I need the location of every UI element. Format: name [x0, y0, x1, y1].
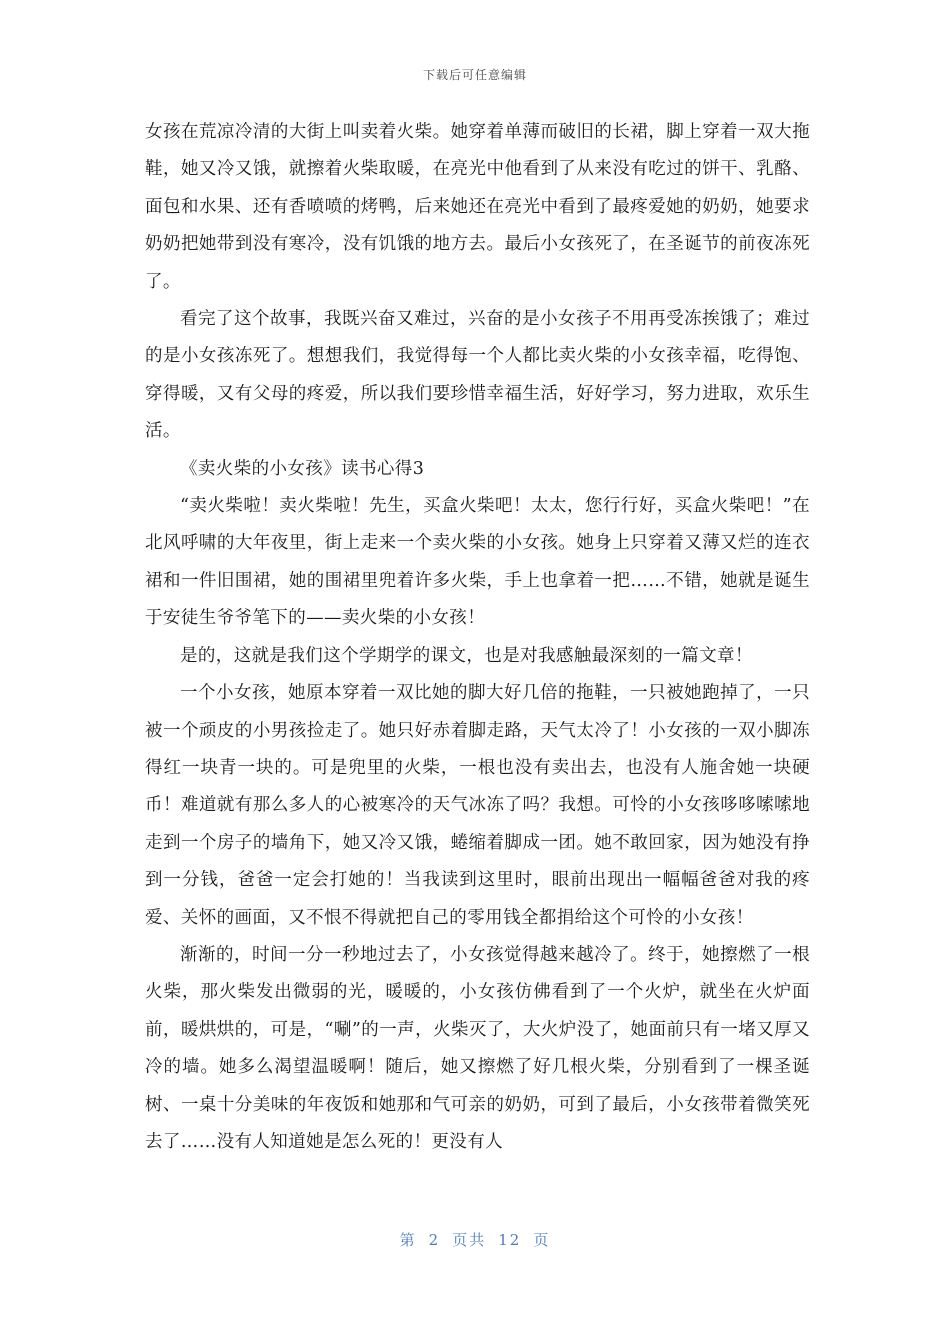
- footer-label-page: 第: [399, 1231, 417, 1249]
- footer-current-page: 2: [428, 1231, 441, 1249]
- paragraph-2: 看完了这个故事，我既兴奋又难过，兴奋的是小女孩子不用再受冻挨饿了；难过的是小女孩冻死了。想想我们，我觉得每一个人都比卖火柴的小女孩幸福，吃得饱、穿得暖，又有父母的疼爱，所以我们要珍惜幸福生活，好好学习，努力进取，欢乐生活。: [145, 309, 810, 442]
- footer-label-of: 页共: [452, 1231, 487, 1249]
- footer-total-pages: 12: [498, 1231, 522, 1249]
- paragraph-4: 是的，这就是我们这个学期学的课文，也是对我感触最深刻的一篇文章！: [180, 645, 753, 666]
- paragraph-1: 女孩在荒凉冷清的大街上叫卖着火柴。她穿着单薄而破旧的长裙，脚上穿着一双大拖鞋，她又冷又饿，就擦着火柴取暖，在亮光中他看到了从来没有吃过的饼干、乳酪、面包和水果、还有香喷喷的烤鸭，后来她还在亮光中看到了最疼爱她的奶奶，她要求奶奶把她带到没有寒冷，没有饥饿的地方去。最后小女孩死了，在圣诞节的前夜冻死了。: [145, 122, 810, 292]
- document-body: [145, 114, 810, 1161]
- paragraph-5: 一个小女孩，她原本穿着一双比她的脚大好几倍的拖鞋，一只被她跑掉了，一只被一个顽皮的小男孩捡走了。她只好赤着脚走路，天气太冷了！小女孩的一双小脚冻得红一块青一块的。可是兜里的火柴，一根也没有卖出去，也没有人施舍她一块硬币！难道就有那么多人的心被寒冷的天气冰冻了吗？我想。可怜的小女孩哆哆嗦嗦地走到一个房子的墙角下，她又冷又饿，蜷缩着脚成一团。她不敢回家，因为她没有挣到一分钱，爸爸一定会打她的！当我读到这里时，眼前出现出一幅幅爸爸对我的疼爱、关怀的画面，又不恨不得就把自己的零用钱全都捐给这个可怜的小女孩！: [145, 683, 810, 928]
- footer-label-end: 页: [533, 1231, 551, 1249]
- paragraph-6: 渐渐的，时间一分一秒地过去了，小女孩觉得越来越冷了。终于，她擦燃了一根火柴，那火柴发出微弱的光，暖暖的，小女孩仿佛看到了一个火炉，就坐在火炉面前，暖烘烘的，可是，“唰”的一声，火柴灭了，大火炉没了，她面前只有一堵又厚又冷的墙。她多么渴望温暖啊！随后，她又擦燃了好几根火柴，分别看到了一棵圣诞树、一桌十分美味的年夜饭和她那和气可亲的奶奶，可到了最后，小女孩带着微笑死去了……没有人知道她是怎么死的！更没有人: [145, 944, 810, 1152]
- page-footer: [0, 1229, 950, 1250]
- paragraph-3: “卖火柴啦！卖火柴啦！先生，买盒火柴吧！太太，您行行好，买盒火柴吧！”在北风呼啸的大年夜里，街上走来一个卖火柴的小女孩。她身上只穿着又薄又烂的连衣裙和一件旧围裙，她的围裙里兜着许多火柴，手上也拿着一把……不错，她就是诞生于安徒生爷爷笔下的——卖火柴的小女孩！: [145, 496, 810, 629]
- section-heading: 《卖火柴的小女孩》读书心得3: [180, 458, 425, 479]
- page-header: 下载后可任意编辑: [422, 68, 527, 82]
